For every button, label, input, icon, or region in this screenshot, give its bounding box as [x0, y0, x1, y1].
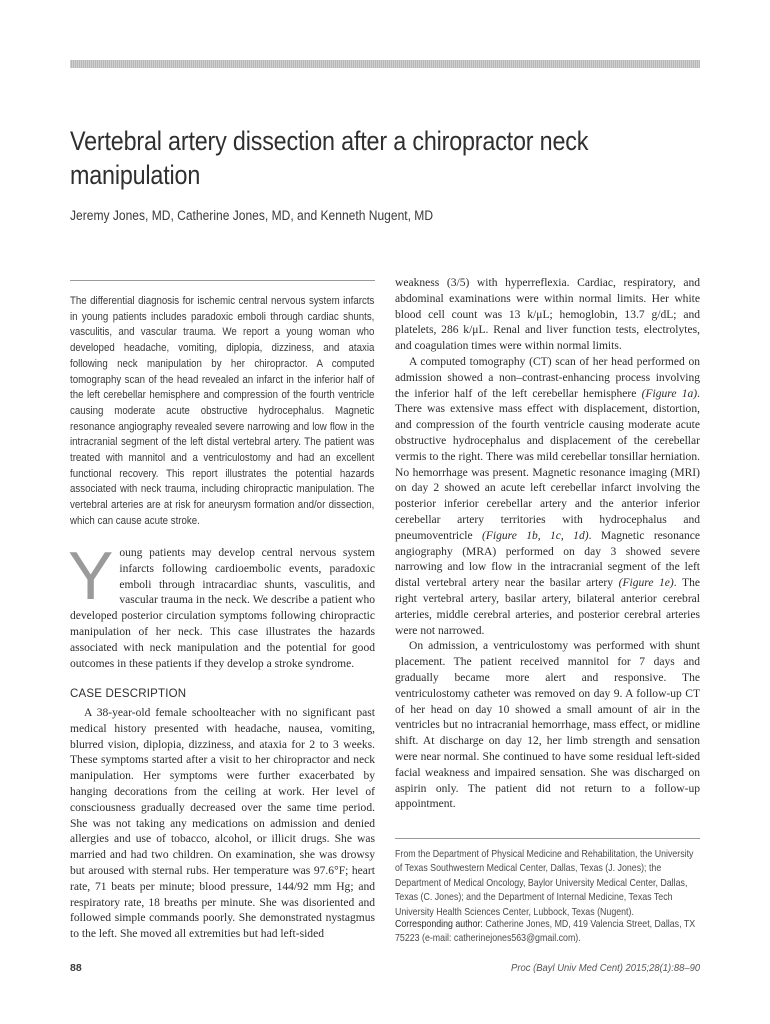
corresponding-author: [395, 918, 700, 947]
introduction-paragraph: [68, 538, 375, 672]
header-decorative-bar: [70, 60, 700, 68]
case-paragraph-1: A 38-year-old female schoolteacher with no significant past medical history presented with headache, nausea, vomiting, blurred vision, diplopia, dizziness, and ataxia for 2 to 3 weeks. These symptoms started after a visit to her chiropractor and neck manipulation. Her symptoms were further exacerbated by hanging decorations from the ceiling at work. Her level of consciousness gradually decreased over the same time period. She was not taking any medications on admission and denied allergies and use of tobacco, alcohol, or illicit drugs. She was married and had two children. On examination, she was drowsy but aroused with sternal rubs. Her temperature was 97.6°F; heart rate, 71 beats per minute; blood pressure, 144/92 mm Hg; and respiratory rate, 18 breaths per minute. She was disoriented and followed simple commands poorly. She demonstrated nystagmus to the left. She moved all extremities but had left-sided: [70, 707, 375, 941]
page-number: 88: [70, 962, 82, 974]
abstract-divider: [70, 280, 375, 281]
case-paragraph-2-text-c: . Magnetic resonance angiography (MRA) performed on day 3 showed severe narrowing and low flow in the intracranial segment of the left distal vertebral artery near the basilar artery: [395, 529, 700, 590]
figure-reference-1a[interactable]: (Figure 1a): [641, 387, 698, 400]
author-affiliations: From the Department of Physical Medicine and Rehabilitation, the University of Texas Southwestern Medical Center, Dallas, Texas (J. Jones); the Department of Medical Oncology, Baylor University Medical Center, Dallas, Texas (C. Jones); and the Department of Internal Medicine, Texas Tech University Health Sciences Center, Lubbock, Texas (Nugent).: [395, 849, 694, 918]
case-paragraph-2-text-a: A computed tomography (CT) scan of her head performed on admission showed a non–contrast-enhancing process involving the inferior half of the left cerebellar hemisphere: [395, 355, 700, 400]
article-authors: Jeremy Jones, MD, Catherine Jones, MD, and Kenneth Nugent, MD: [70, 208, 434, 223]
drop-cap: Y: [68, 538, 114, 614]
case-paragraph-1-continued: weakness (3/5) with hyperreflexia. Cardiac, respiratory, and abdominal examinations were within normal limits. Her white blood cell count was 13 k/μL; hemoglobin, 13.7 g/dL; and platelets, 286 k/μL. Renal and liver function tests, electrolytes, and coagulation times were within normal limits.: [395, 277, 700, 353]
case-paragraph-2-text-b: . There was extensive mass effect with displacement, distortion, and compression of the fourth ventricle causing moderate acute obstructive hydrocephalus and displacement of the cerebellar vermis to the right. There was mild cerebellar tonsillar herniation. No hemorrhage was present. Magnetic resonance imaging (MRI) on day 2 showed an acute left cerebellar infarct involving the posterior inferior cerebellar artery and the anterior inferior cerebellar artery territories with hydrocephalus and pneumoventricle: [395, 387, 700, 542]
figure-reference-1b-1d[interactable]: (Figure 1b, 1c, 1d): [481, 529, 589, 542]
corresponding-author-label: Corresponding author:: [395, 919, 483, 930]
footnote-divider: [395, 838, 700, 839]
case-paragraph-2-text-d: . The right vertebral artery, basilar artery, bilateral anterior cerebral arteries, middle cerebral arteries, and posterior cerebral arteries were not narrowed.: [395, 577, 700, 637]
right-column: [395, 276, 700, 813]
journal-citation: Proc (Bayl Univ Med Cent) 2015;28(1):88–90: [510, 962, 700, 974]
section-heading-case-description: CASE DESCRIPTION: [70, 688, 187, 700]
case-paragraph-3: On admission, a ventriculostomy was performed with shunt placement. The patient received mannitol for 7 days and gradually became more alert and responsive. The ventriculostomy catheter was removed on day 9. A follow-up CT of her head on day 10 showed a small amount of air in the ventricles but no intracranial hemorrhage, mass effect, or midline shift. At discharge on day 12, her limb strength and sensation were near normal. She continued to have some residual left-sided facial weakness and impaired sensation. She was discharged on aspirin only. The patient did not return to a follow-up appointment.: [395, 640, 700, 811]
article-title: Vertebral artery dissection after a chiropractor neck manipulation: [70, 126, 589, 190]
case-paragraph-2: [395, 355, 700, 639]
abstract-text: The differential diagnosis for ischemic central nervous system infarcts in young patients includes paradoxic emboli through cardiac shunts, vasculitis, and vascular trauma. We report a young woman who developed headache, vomiting, diplopia, dizziness, and ataxia following neck manipulation by her chiropractor. A computed tomography scan of the head revealed an infarct in the inferior half of the left cerebellar hemisphere and compression of the fourth ventricle causing moderate acute obstructive hydrocephalus. Magnetic resonance angiography revealed severe narrowing and low flow in the intracranial segment of the left distal vertebral artery. The patient was treated with mannitol and a ventriculostomy and had an excellent functional recovery. This report illustrates the potential hazards associated with neck trauma, including chiropractic manipulation. The vertebral arteries are at risk for aneurysm formation and/or dissection, which can cause acute stroke.: [70, 295, 375, 527]
figure-reference-1e[interactable]: (Figure 1e): [618, 577, 674, 590]
corresponding-author-details: Catherine Jones, MD, 419 Valencia Street, Dallas, TX 75223 (e-mail: catherinejones563@gmail.com).: [395, 919, 696, 945]
introduction-text: oung patients may develop central nervous system infarcts following cardioembolic events, paradoxic emboli through intracardiac shunts, vasculitis, and vascular trauma in the neck. We describe a patient who developed posterior circulation symptoms following chiropractic manipulation of her neck. This case illustrates the hazards associated with neck manipulation and the potential for good outcomes in these patients if they develop a stroke syndrome.: [70, 547, 375, 670]
